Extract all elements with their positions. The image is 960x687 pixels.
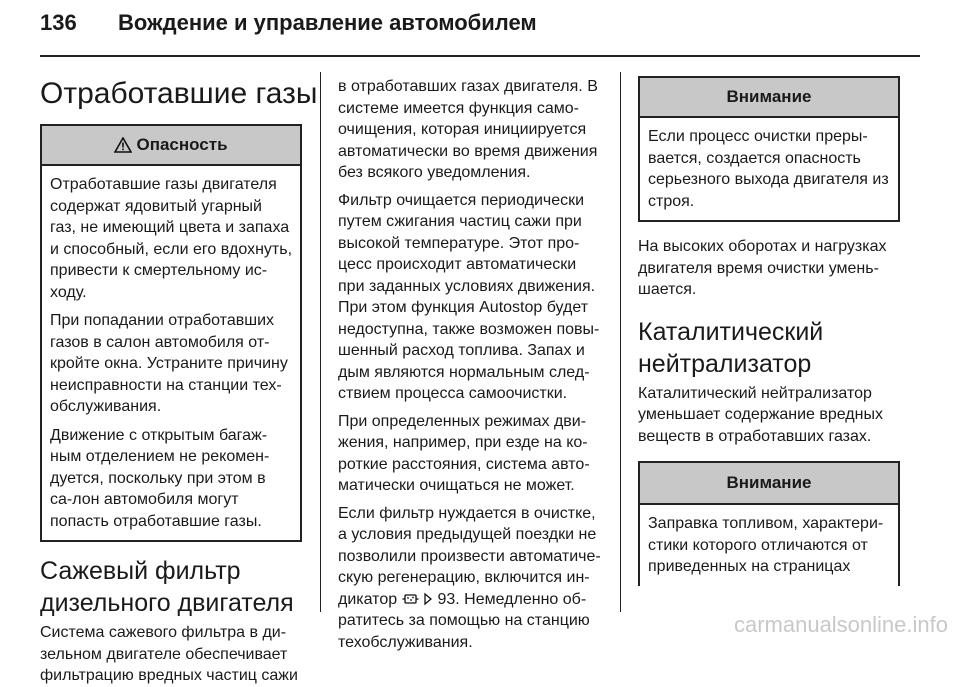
middle-column (338, 76, 606, 659)
catalyst-heading-2: нейтрализатор (638, 349, 812, 378)
column-divider-right (620, 72, 621, 612)
watermark: carmanualsonline.info (733, 612, 948, 637)
diesel-filter-heading-1: Сажевый фильтр (40, 557, 241, 585)
attention-box-2-header: Внимание (640, 463, 898, 505)
warning-triangle-icon (114, 137, 132, 153)
reference-page[interactable]: 93 (437, 590, 456, 608)
danger-paragraph-2: При попадании отработавших газов в салон автомобиля от-кройте окна. Устраните причину неисправности на станции тех-обслуживания. (50, 312, 288, 415)
attention-box-2-text: Заправка топливом, характери-стики которого отличаются от приведенных на страницах (648, 515, 884, 575)
middle-paragraph-3: При определенных режимах дви-жения, например, при езде на ко-роткие расстояния, система авто-матически очищаться не может. (338, 412, 590, 494)
diesel-filter-indicator-icon (402, 592, 419, 606)
diesel-filter-section (40, 556, 302, 687)
middle-paragraph-4-start: Если фильтр нуждается в очистке, а условия предыдущей поездки не позволили произвести автоматиче-скую регенерацию, включится ин-дикатор (338, 504, 601, 608)
attention-box-2-body (640, 505, 898, 586)
attention-box-1 (638, 76, 900, 222)
danger-paragraph-3: Движение с открытым багаж-ным отделением не рекомен-дуется, поскольку при этом в са-лон автомобиля могут попасть отработавшие газы. (50, 426, 270, 530)
header-rule (40, 55, 920, 57)
danger-box (40, 124, 302, 542)
column-divider-left (320, 72, 321, 612)
running-header: Вождение и управление автомобилем (118, 10, 537, 35)
middle-paragraph-1: в отработавших газах двигателя. В системе имеется функция само-очищения, которая инициируется автоматически во время движения без всякого уведомления. (338, 78, 598, 181)
section-title: Отработавшие газы (40, 77, 318, 110)
danger-box-body (42, 166, 300, 540)
attention-box-1-body (640, 118, 898, 220)
page-number: 136 (40, 10, 77, 35)
catalyst-section (638, 317, 900, 448)
right-paragraph: На высоких оборотах и нагрузках двигателя время очистки умень-шается. (638, 238, 887, 298)
right-column (638, 76, 900, 586)
middle-paragraph-2: Фильтр очищается периодически путем сжигания частиц сажи при высокой температуре. Этот про-цесс происходит автоматически при заданных условиях движения. При этом функция Autostop будет недоступна, также возможен повы-шенный расход топлива. Запах и дым являются нормальным след-ствием процесса самоочистки. (338, 191, 600, 402)
catalyst-heading-1: Каталитический (638, 317, 824, 346)
attention-box-2 (638, 461, 900, 586)
middle-paragraph-4 (338, 503, 606, 654)
middle-paragraph-4-end: . Немедленно об-ратитесь за помощью на станцию техобслуживания. (338, 590, 590, 651)
diesel-filter-heading-2: дизельного двигателя (40, 589, 294, 617)
danger-box-label: Опасность (136, 135, 228, 154)
catalyst-text: Каталитический нейтрализатор уменьшает содержание вредных веществ в отработавших газах. (638, 384, 883, 445)
diesel-filter-intro: Система сажевого фильтра в ди-зельном двигателе обеспечивает фильтрацию вредных частиц сажи (40, 624, 298, 684)
left-column (40, 124, 302, 687)
reference-arrow-icon (423, 592, 433, 606)
danger-paragraph-1: Отработавшие газы двигателя содержат ядовитый угарный газ, не имеющий цвета и запаха и способный, если его вдохнуть, привести к смертельному ис-ходу. (50, 176, 293, 301)
attention-box-1-header: Внимание (640, 78, 898, 118)
danger-box-header (42, 126, 300, 166)
attention-box-1-text: Если процесс очистки преры-вается, создается опасность серьезного выхода двигателя из строя. (648, 128, 889, 210)
